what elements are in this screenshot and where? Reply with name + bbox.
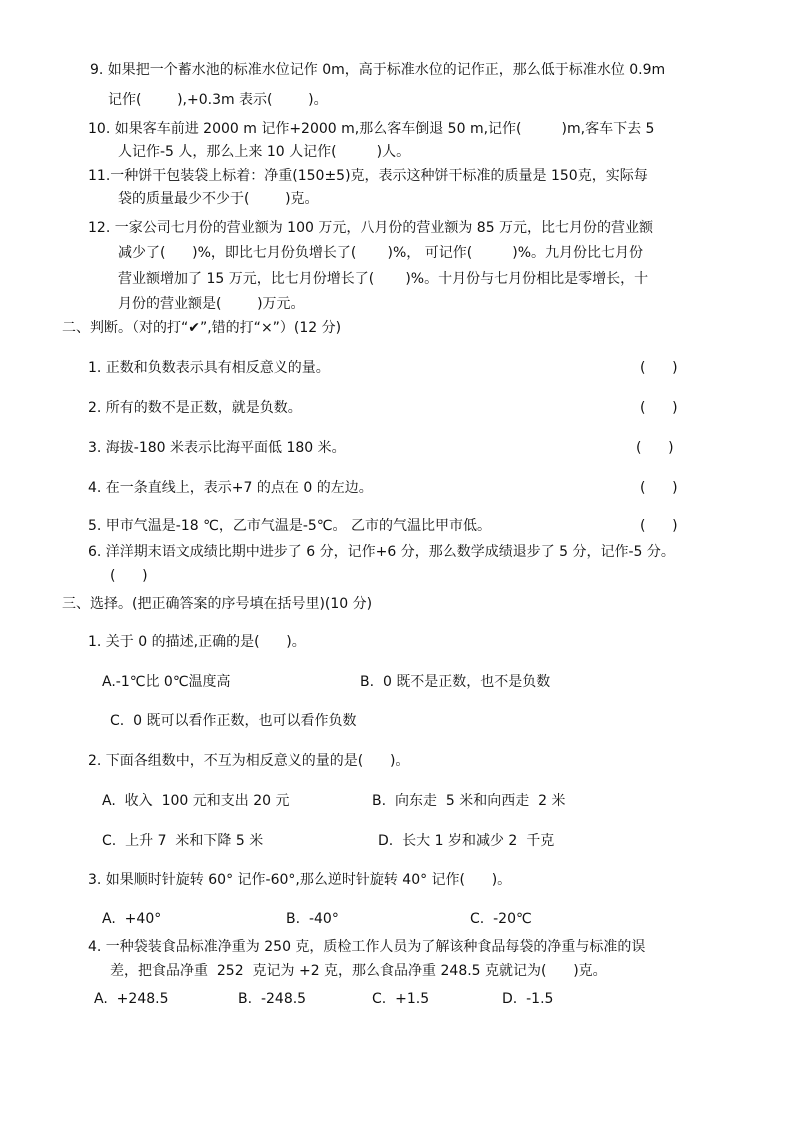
s3-q2-option-a[interactable]: A. 收入 100 元和支出 20 元 — [102, 793, 290, 809]
item-10-line2: 人记作-5 人，那么上来 10 人记作( )人。 — [118, 144, 411, 160]
item-12-line1: 12. 一家公司七月份的营业额为 100 万元，八月份的营业额为 85 万元，比七月份的营业额 — [88, 220, 654, 236]
s3-q2-option-d[interactable]: D. 长大 1 岁和减少 2 千克 — [378, 833, 555, 849]
s2-item2: 2. 所有的数不是正数，就是负数。 — [88, 400, 302, 416]
s2-item4: 4. 在一条直线上，表示+7 的点在 0 的左边。 — [88, 480, 373, 496]
s3-q4-option-d[interactable]: D. -1.5 — [502, 991, 554, 1007]
s2-item3-paren[interactable]: ( ) — [636, 440, 674, 456]
s3-q1-option-c[interactable]: C. 0 既可以看作正数，也可以看作负数 — [110, 713, 357, 729]
s3-q1-option-b[interactable]: B. 0 既不是正数，也不是负数 — [360, 674, 551, 690]
section3-title: 三、选择。(把正确答案的序号填在括号里)(10 分) — [62, 596, 373, 612]
s3-q2-option-c[interactable]: C. 上升 7 米和下降 5 米 — [102, 833, 264, 849]
s3-q4-option-c[interactable]: C. +1.5 — [372, 991, 430, 1007]
s3-q2-option-b[interactable]: B. 向东走 5 米和向西走 2 米 — [372, 793, 566, 809]
s3-q2-stem: 2. 下面各组数中，不互为相反意义的量的是( )。 — [88, 753, 410, 769]
s2-item6: 6. 洋洋期末语文成绩比期中进步了 6 分，记作+6 分，那么数学成绩退步了 5 分，记作-5 分。 — [88, 544, 675, 560]
s3-q3-option-b[interactable]: B. -40° — [286, 911, 339, 927]
s3-q4-option-b[interactable]: B. -248.5 — [238, 991, 307, 1007]
s2-item4-paren[interactable]: ( ) — [640, 480, 678, 496]
s3-q4-stem-line1: 4. 一种袋装食品标准净重为 250 克，质检工作人员为了解该种食品每袋的净重与标准的误 — [88, 939, 646, 955]
item-9-line1: 9. 如果把一个蓄水池的标准水位记作 0m，高于标准水位的记作正，那么低于标准水位 0.9m — [90, 62, 666, 78]
section2-title: 二、判断。（对的打“✔”,错的打“×”）(12 分) — [62, 320, 342, 336]
s2-item5: 5. 甲市气温是-18 ℃，乙市气温是-5℃。 乙市的气温比甲市低。 — [88, 518, 491, 534]
s3-q3-stem: 3. 如果顺时针旋转 60° 记作-60°,那么逆时针旋转 40° 记作( )。 — [88, 872, 512, 888]
item-12-line4: 月份的营业额是( )万元。 — [118, 296, 305, 312]
item-9-line2: 记作( ),+0.3m 表示( )。 — [108, 92, 328, 108]
item-12-line2: 减少了( )%，即比七月份负增长了( )%， 可记作( )%。九月份比七月份 — [118, 245, 644, 261]
s3-q1-stem: 1. 关于 0 的描述,正确的是( )。 — [88, 634, 306, 650]
s2-item5-paren[interactable]: ( ) — [640, 518, 678, 534]
s3-q4-option-a[interactable]: A. +248.5 — [94, 991, 169, 1007]
item-10-line1: 10. 如果客车前进 2000 m 记作+2000 m,那么客车倒退 50 m,记作( )m,客车下去 5 — [88, 121, 655, 137]
s2-item1: 1. 正数和负数表示具有相反意义的量。 — [88, 360, 330, 376]
s2-item2-paren[interactable]: ( ) — [640, 400, 678, 416]
s2-item1-paren[interactable]: ( ) — [640, 360, 678, 376]
item-11-line2: 袋的质量最少不少于( )克。 — [118, 191, 319, 207]
s3-q3-option-a[interactable]: A. +40° — [102, 911, 162, 927]
s3-q3-option-c[interactable]: C. -20℃ — [470, 911, 532, 927]
item-11-line1: 11.一种饼干包装袋上标着：净重(150±5)克，表示这种饼干标准的质量是 150克，实际每 — [88, 168, 648, 184]
s2-item3: 3. 海拔-180 米表示比海平面低 180 米。 — [88, 440, 346, 456]
s3-q1-option-a[interactable]: A.-1℃比 0℃温度高 — [102, 674, 231, 690]
s2-item6-paren[interactable]: ( ) — [110, 568, 148, 584]
s3-q4-stem-line2: 差，把食品净重 252 克记为 +2 克，那么食品净重 248.5 克就记为( )克。 — [110, 963, 607, 979]
item-12-line3: 营业额增加了 15 万元，比七月份增长了( )%。十月份与七月份相比是零增长，十 — [118, 271, 649, 287]
